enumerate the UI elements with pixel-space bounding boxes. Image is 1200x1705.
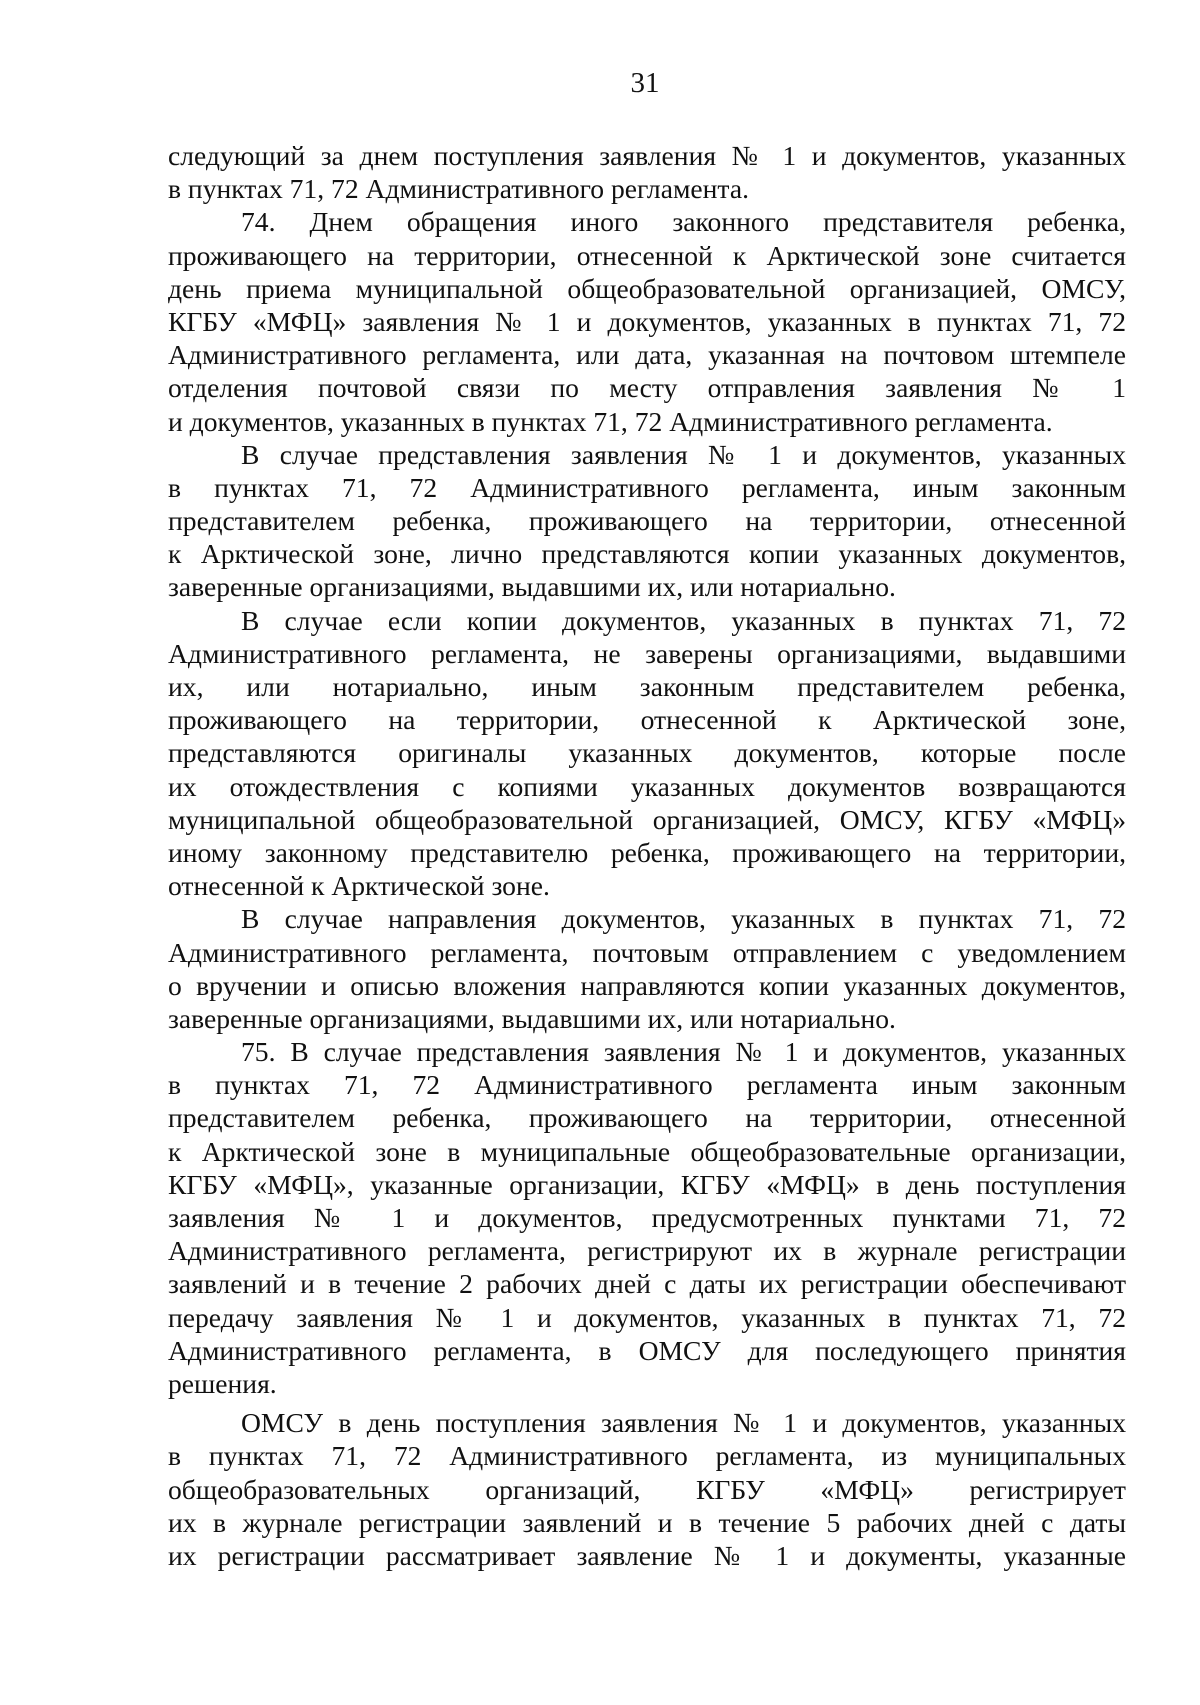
text-line: ОМСУ в день поступления заявления № 1 и документов, указанных <box>241 1407 1126 1439</box>
text-line: Административного регламента, не заверены организациями, выдавшими <box>168 637 1126 669</box>
text-line: Административного регламента, регистрируют их в журнале регистрации <box>168 1235 1126 1267</box>
text-line: КГБУ «МФЦ», указанные организации, КГБУ «МФЦ» в день поступления <box>168 1168 1126 1200</box>
text-line: в пунктах 71, 72 Административного регламента. <box>168 173 749 205</box>
text-line: представителем ребенка, проживающего на территории, отнесенной <box>168 505 1126 537</box>
paragraph <box>168 205 1126 437</box>
text-line: день приема муниципальной общеобразовательной организацией, ОМСУ, <box>168 272 1126 304</box>
text-line: Административного регламента, в ОМСУ для последующего принятия <box>168 1334 1126 1366</box>
text-line: заявления № 1 и документов, предусмотренных пунктами 71, 72 <box>168 1202 1126 1233</box>
text-line: проживающего на территории, отнесенной к Арктической зоне считается <box>168 239 1126 271</box>
paragraph <box>168 1406 1126 1572</box>
text-line: В случае если копии документов, указанных в пунктах 71, 72 <box>241 604 1126 636</box>
text-line: проживающего на территории, отнесенной к Арктической зоне, <box>168 704 1126 736</box>
text-line: в пунктах 71, 72 Административного регламента, иным законным <box>168 471 1126 503</box>
text-line: в пунктах 71, 72 Административного регламента, из муниципальных <box>168 1440 1126 1472</box>
text-line: иному законному представителю ребенка, проживающего на территории, <box>168 836 1126 868</box>
text-line: муниципальной общеобразовательной организацией, ОМСУ, КГБУ «МФЦ» <box>168 803 1126 835</box>
text-line: и документов, указанных в пунктах 71, 72 Административного регламента. <box>168 405 1053 437</box>
paragraph <box>168 604 1126 903</box>
text-line: заявлений и в течение 2 рабочих дней с даты их регистрации обеспечивают <box>168 1268 1126 1300</box>
page-number: 31 <box>630 67 660 99</box>
text-line: В случае направления документов, указанных в пунктах 71, 72 <box>241 903 1126 935</box>
text-line: Административного регламента, или дата, указанная на почтовом штемпеле <box>168 339 1126 371</box>
text-line: в пунктах 71, 72 Административного регламента иным законным <box>168 1069 1126 1101</box>
text-line: к Арктической зоне в муниципальные общеобразовательные организации, <box>168 1135 1126 1167</box>
text-line: их в журнале регистрации заявлений и в течение 5 рабочих дней с даты <box>168 1506 1126 1538</box>
paragraph <box>168 1035 1126 1400</box>
text-line: решения. <box>168 1367 277 1399</box>
text-line: их регистрации рассматривает заявление № 1 и документы, указанные <box>168 1539 1126 1571</box>
text-line: передачу заявления № 1 и документов, указанных в пунктах 71, 72 <box>168 1301 1126 1333</box>
text-line: отнесенной к Арктической зоне. <box>168 870 550 902</box>
text-line: их, или нотариально, иным законным представителем ребенка, <box>168 671 1126 702</box>
text-line: представляются оригиналы указанных документов, которые после <box>168 737 1126 769</box>
paragraph <box>168 438 1126 604</box>
text-line: В случае представления заявления № 1 и документов, указанных <box>241 438 1126 470</box>
text-line: Административного регламента, почтовым отправлением с уведомлением <box>168 936 1126 968</box>
paragraph <box>168 139 1126 205</box>
text-line: представителем ребенка, проживающего на территории, отнесенной <box>168 1102 1126 1134</box>
document-body <box>168 139 1126 1572</box>
text-line: 75. В случае представления заявления № 1 и документов, указанных <box>241 1036 1126 1068</box>
text-line: к Арктической зоне, лично представляются копии указанных документов, <box>168 538 1126 570</box>
text-line: о вручении и описью вложения направляются копии указанных документов, <box>168 969 1126 1001</box>
text-line: 74. Днем обращения иного законного представителя ребенка, <box>241 206 1126 238</box>
text-line: общеобразовательных организаций, КГБУ «МФЦ» регистрирует <box>168 1473 1126 1505</box>
text-line: отделения почтовой связи по месту отправления заявления № 1 <box>168 372 1126 404</box>
text-line: заверенные организациями, выдавшими их, или нотариально. <box>168 571 896 603</box>
text-line: следующий за днем поступления заявления № 1 и документов, указанных <box>168 140 1126 171</box>
text-line: их отождествления с копиями указанных документов возвращаются <box>168 770 1126 802</box>
paragraph <box>168 902 1126 1035</box>
text-line: заверенные организациями, выдавшими их, или нотариально. <box>168 1002 896 1034</box>
text-line: КГБУ «МФЦ» заявления № 1 и документов, указанных в пунктах 71, 72 <box>168 305 1126 337</box>
